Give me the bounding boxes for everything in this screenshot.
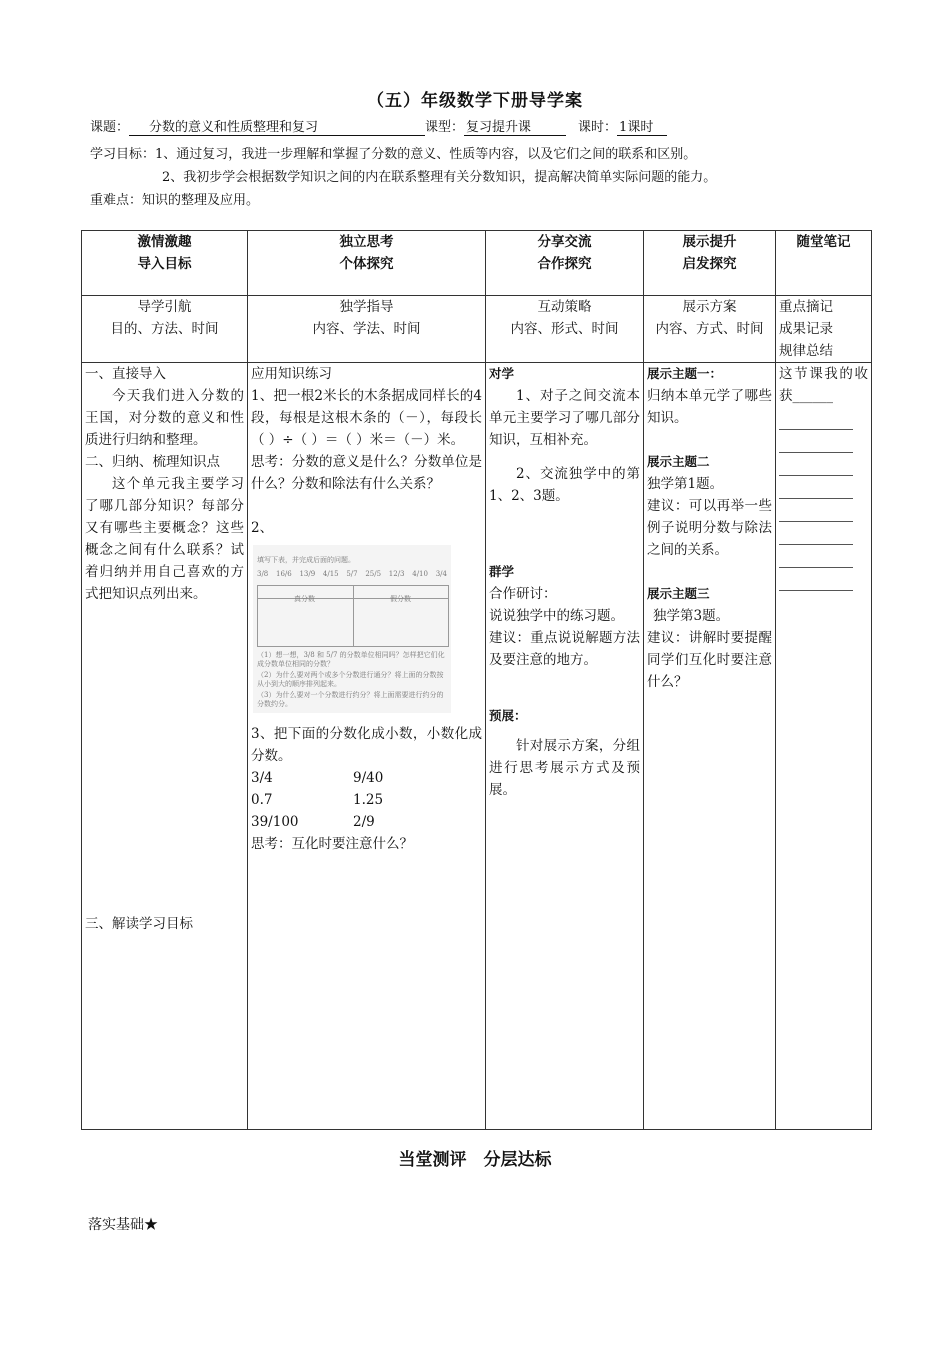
guide-text-2: 这个单元我主要学习了哪几部分知识？每部分又有哪些主要概念？这些概念之间有什么联系？试着归纳并用自己喜欢的方式把知识点列出来。: [85, 476, 244, 602]
exercise-heading: 应用知识练习: [251, 366, 332, 382]
header-cell: 独立思考 个体探究: [248, 231, 486, 296]
topic-1-text: 归纳本单元学了哪些知识。: [647, 388, 772, 426]
question-1: 1、把一根2米长的木条据成同样长的4段，每根是这根木条的（－），每段长（ ）÷（ ）＝（ ）米＝（－）米。: [251, 388, 482, 448]
group-study-text-3: 建议：重点说说解题方法及要注意的地方。: [489, 630, 640, 668]
conversion-pair: 39/100 2/9: [251, 814, 375, 830]
note-line[interactable]: [779, 522, 853, 545]
note-line[interactable]: [779, 476, 853, 499]
pair-study-heading: 对学: [489, 366, 515, 381]
topic-3-text-1: 独学第3题。: [653, 608, 730, 624]
question-2: 2、: [251, 520, 274, 536]
header-cell: 展示提升 启发探究: [644, 231, 776, 296]
fraction-list: 3/8 16/6 13/9 4/15 5/7 25/5 12/3 4/10 3/4: [257, 570, 447, 578]
type-label: 课型：: [425, 120, 465, 135]
topic-label: 课题：: [90, 120, 130, 135]
key-points: 重难点：知识的整理及应用。: [90, 193, 260, 208]
subheader-cell: 独学指导 内容、学法、时间: [248, 296, 486, 363]
guide-heading-3: 三、解读学习目标: [85, 916, 193, 932]
conversion-pair: 3/4 9/40: [251, 770, 384, 786]
group-study-text-2: 说说独学中的练习题。: [489, 608, 624, 624]
lesson-table: [81, 230, 872, 1130]
goal-line-1: 学习目标：1、通过复习，我进一步理解和掌握了分数的意义、性质等内容，以及它们之间的联系和区别。: [90, 147, 697, 162]
group-study-text-1: 合作研讨：: [489, 586, 557, 602]
col-self-study: [248, 363, 486, 1130]
lesson-meta: [90, 116, 667, 136]
fraction-worksheet-image: 填写下表，并完成后面的问题。 3/8 16/6 13/9 4/15 5/7 25/5 12/3 4/10 3/4 真分数 假分数 （1）想一想，3/8 和 5/7 的分数单位相同吗？怎样把它们化成分数单位相同的分数？ （2）为什么要对两个或多个分数进行通分？将上面的分数按从小到大的顺序排列起来。 （3）为什么要对一个分数进行约分？将上面需要进行约分的分数约分。: [253, 545, 451, 713]
pair-study-text-2: 2、交流独学中的第1、2、3题。: [489, 466, 640, 504]
subheader-cell: 互动策略 内容、形式、时间: [486, 296, 644, 363]
guide-text-1: 今天我们进入分数的王国，对分数的意义和性质进行归纳和整理。: [85, 388, 244, 448]
col-interaction: [486, 363, 644, 1130]
note-line[interactable]: [779, 499, 853, 522]
group-study-heading: 群学: [489, 564, 515, 579]
note-line[interactable]: [779, 430, 853, 453]
header-cell: 激情激趣 导入目标: [82, 231, 248, 296]
topic-2-heading: 展示主题二: [647, 454, 710, 469]
topic-2-text-2: 建议：可以再举一些例子说明分数与除法之间的关系。: [647, 498, 772, 558]
subheader-row: [82, 296, 872, 363]
subheader-cell: 展示方案 内容、方式、时间: [644, 296, 776, 363]
col-notes: [776, 363, 872, 1130]
think-1: 思考：分数的意义是什么？分数单位是什么？分数和除法有什么关系？: [251, 454, 482, 492]
subheader-cell: 导学引航 目的、方法、时间: [82, 296, 248, 363]
type-value: 复习提升课: [464, 116, 566, 136]
fraction-sort-table: 真分数 假分数: [257, 585, 449, 647]
hours-label: 课时：: [578, 120, 618, 135]
note-line[interactable]: [779, 568, 853, 591]
note-line[interactable]: [779, 407, 853, 430]
note-line[interactable]: [779, 453, 853, 476]
content-row: [82, 363, 872, 1130]
pair-study-text-1: 1、对子之间交流本单元主要学习了哪几部分知识，互相补充。: [489, 388, 640, 448]
question-3: 3、把下面的分数化成小数，小数化成分数。: [251, 726, 482, 764]
topic-1-heading: 展示主题一：: [647, 366, 723, 381]
header-cell: 分享交流 合作探究: [486, 231, 644, 296]
goal-line-2: 2、我初步学会根据数学知识之间的内在联系整理有关分数知识，提高解决简单实际问题的能力。: [162, 170, 717, 185]
conversion-pair: 0.7 1.25: [251, 792, 384, 808]
topic-3-text-2: 建议：讲解时要提醒同学们互化时要注意什么？: [647, 630, 772, 690]
guide-heading-1: 一、直接导入: [85, 366, 166, 382]
col-guide: [82, 363, 248, 1130]
preview-text: 针对展示方案，分组进行思考展示方式及预展。: [489, 738, 640, 798]
subheader-cell: 重点摘记 成果记录 规律总结: [776, 296, 872, 363]
topic-value: 分数的意义和性质整理和复习: [129, 116, 425, 136]
doc-title: （五）年级数学下册导学案: [367, 91, 583, 111]
basic-practice-heading: 落实基础★: [88, 1217, 158, 1233]
guide-heading-2: 二、归纳、梳理知识点: [85, 454, 220, 470]
think-3: 思考：互化时要注意什么？: [251, 836, 413, 852]
preview-heading: 预展：: [489, 708, 527, 723]
topic-2-text-1: 独学第1题。: [647, 476, 724, 492]
notes-prompt: 这节课我的收获______: [779, 366, 868, 404]
col-presentation: [644, 363, 776, 1130]
header-row: [82, 231, 872, 296]
hours-value: 1课时: [617, 116, 667, 136]
note-line[interactable]: [779, 545, 853, 568]
section-title: 当堂测评 分层达标: [398, 1150, 552, 1170]
header-cell: 随堂笔记: [776, 231, 872, 296]
topic-3-heading: 展示主题三: [647, 586, 710, 601]
